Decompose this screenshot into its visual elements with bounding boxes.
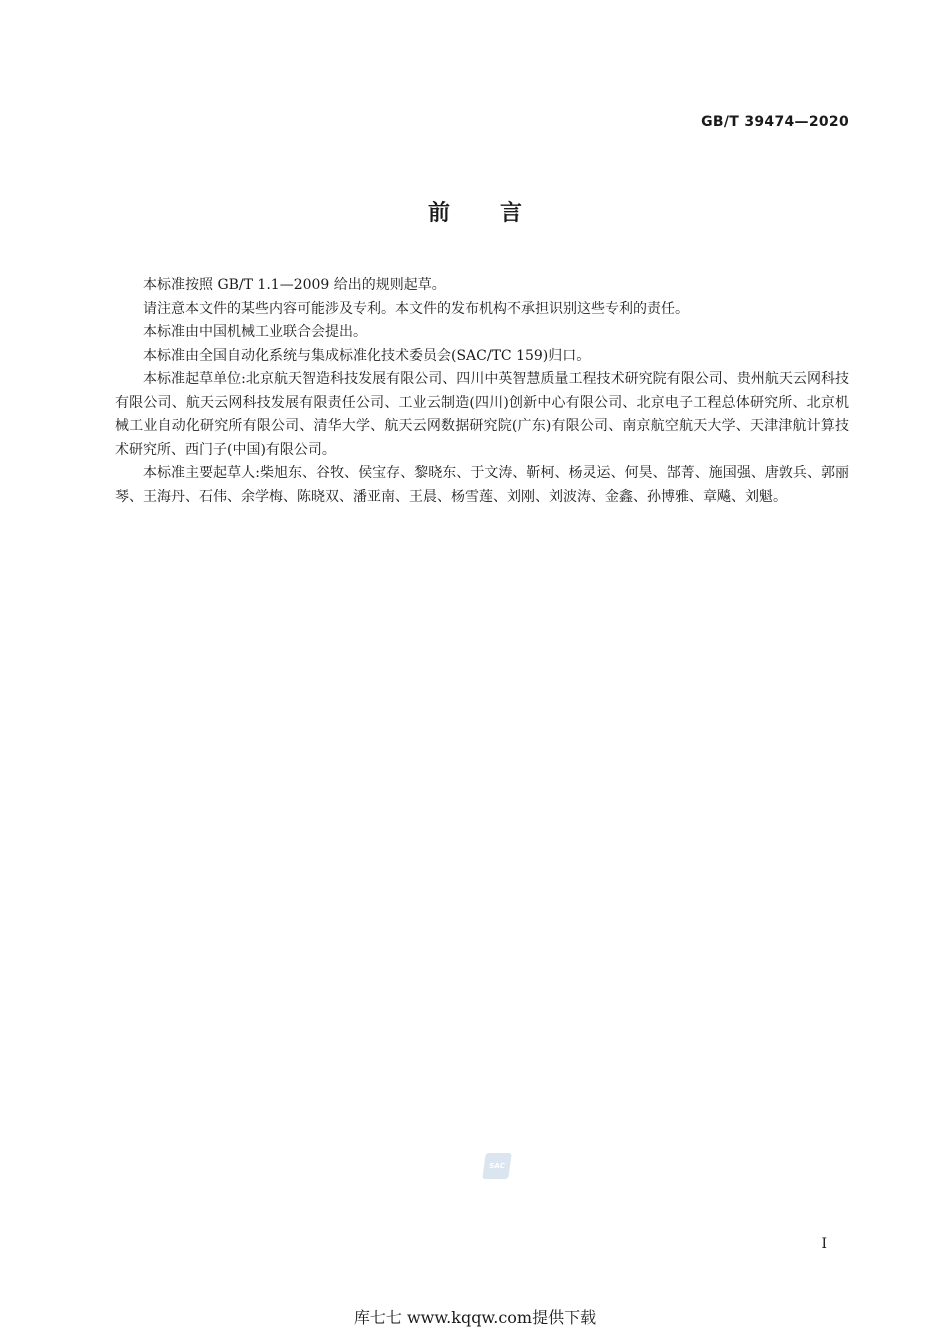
paragraph-drafters: 本标准主要起草人:柴旭东、谷牧、侯宝存、黎晓东、于文涛、靳柯、杨灵运、何昊、郜菁、施国强、唐敦兵、郭丽琴、王海丹、石伟、余学梅、陈晓双、潘亚南、王晨、杨雪莲、刘刚、刘波涛、金鑫、孙博雅、章飚、刘魁。 — [115, 465, 849, 505]
foreword-body — [115, 274, 849, 509]
page-title: 前言 — [427, 201, 572, 226]
paragraph-administrator: 本标准由全国自动化系统与集成标准化技术委员会(SAC/TC 159)归口。 — [143, 347, 591, 364]
sac-watermark-label: SAC — [488, 1162, 506, 1170]
download-source-footer: 库七七 www.kqqw.com提供下载 — [353, 1308, 597, 1327]
paragraph-drafting-rules: 本标准按照 GB/T 1.1—2009 给出的规则起草。 — [143, 277, 446, 293]
standard-number: GB/T 39474—2020 — [701, 114, 849, 130]
sac-watermark-logo — [482, 1153, 512, 1179]
paragraph-drafting-units: 本标准起草单位:北京航天智造科技发展有限公司、四川中英智慧质量工程技术研究院有限公司、贵州航天云网科技有限公司、航天云网科技发展有限责任公司、工业云制造(四川)创新中心有限公司、北京电子工程总体研究所、北京机械工业自动化研究所有限公司、清华大学、航天云网数据研究院(广东)有限公司、南京航空航天大学、天津津航计算技术研究所、西门子(中国)有限公司。 — [115, 371, 849, 458]
page-number: I — [821, 1236, 827, 1252]
paragraph-proposer: 本标准由中国机械工业联合会提出。 — [143, 324, 367, 340]
paragraph-patent-notice: 请注意本文件的某些内容可能涉及专利。本文件的发布机构不承担识别这些专利的责任。 — [143, 300, 689, 317]
